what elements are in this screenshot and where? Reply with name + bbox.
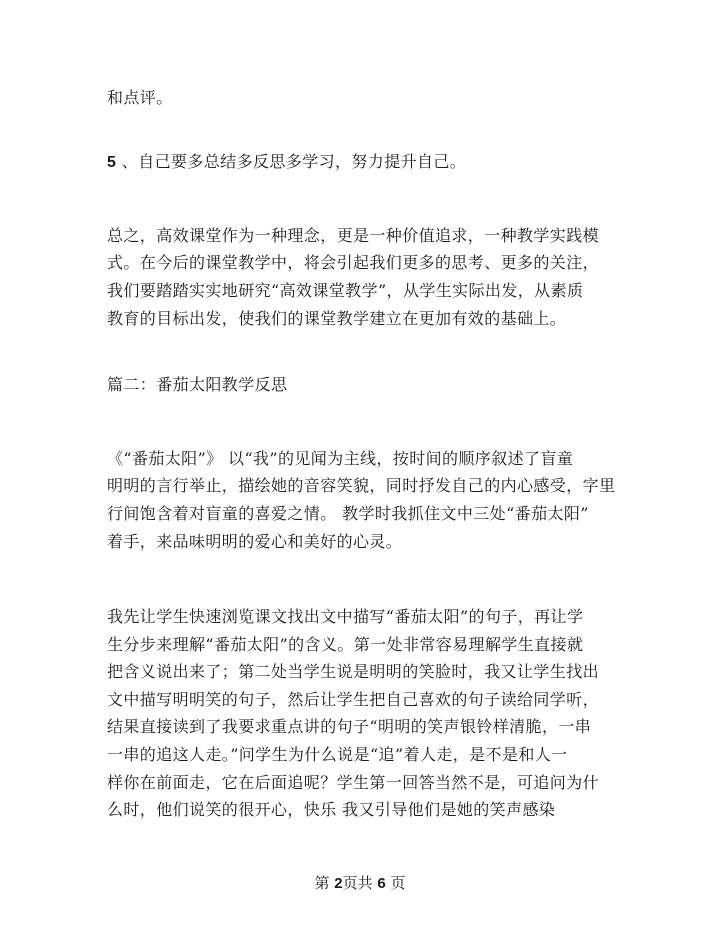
text-line: 一串的追这人走。”问学生为什么说是“追”着人走，是不是和人一 bbox=[107, 745, 568, 764]
footer-total-pages: 6 bbox=[377, 875, 386, 892]
text-line: 明明的言行举止，描绘她的音容笑貌，同时抒发自己的内心感受，字里 bbox=[107, 476, 616, 495]
text-line: 总之，高效课堂作为一种理念，更是一种价值追求，一种教学实践模 bbox=[107, 226, 600, 245]
text-line: 么时，他们说笑的很开心，快乐 我又引导他们是她的笑声感染 bbox=[107, 800, 556, 819]
footer-middle: 页共 bbox=[342, 874, 378, 892]
numbered-item bbox=[107, 152, 466, 173]
text-line: 生分步来理解“番茄太阳”的含义。第一处非常容易理解学生直接就 bbox=[107, 635, 584, 654]
text-line: 我们要踏踏实实地研究“高效课堂教学”，从学生实际出发，从素质 bbox=[107, 281, 584, 300]
item-number: 5 bbox=[107, 154, 117, 171]
text-line: 着手，来品味明明的爱心和美好的心灵。 bbox=[107, 532, 403, 551]
text-line: 式。在今后的课堂教学中，将会引起我们更多的思考、更多的关注， bbox=[107, 253, 600, 272]
page-footer bbox=[0, 873, 720, 894]
section-heading: 篇二：番茄太阳教学反思 bbox=[107, 375, 288, 394]
text-line: 样你在前面走，它在后面追呢？学生第一回答当然不是，可追问为什 bbox=[107, 773, 600, 792]
footer-page-number: 2 bbox=[334, 875, 343, 892]
text-line: 结果直接读到了我要求重点讲的句子“明明的笑声银铃样清脆，一串 bbox=[107, 717, 592, 736]
text-line: 教育的目标出发，使我们的课堂教学建立在更加有效的基础上。 bbox=[107, 309, 567, 328]
text-line: 和点评。 bbox=[107, 88, 173, 107]
text-line: 把含义说出来了；第二处当学生说是明明的笑脸时，我又让学生找出 bbox=[107, 662, 600, 681]
text-line: 我先让学生快速浏览课文找出文中描写“番茄太阳”的句子，再让学 bbox=[107, 607, 584, 626]
footer-suffix: 页 bbox=[385, 874, 406, 892]
footer-prefix: 第 bbox=[314, 874, 335, 892]
item-text: 、自己要多总结多反思多学习，努力提升自己。 bbox=[116, 152, 467, 171]
text-line: 文中描写明明笑的句子，然后让学生把自己喜欢的句子读给同学听， bbox=[107, 690, 600, 709]
text-line: 《“番茄太阳”》 以“我”的见闻为主线，按时间的顺序叙述了盲童 bbox=[107, 449, 574, 468]
text-line: 行间饱含着对盲童的喜爱之情。 教学时我抓住文中三处“番茄太阳” bbox=[107, 504, 589, 523]
